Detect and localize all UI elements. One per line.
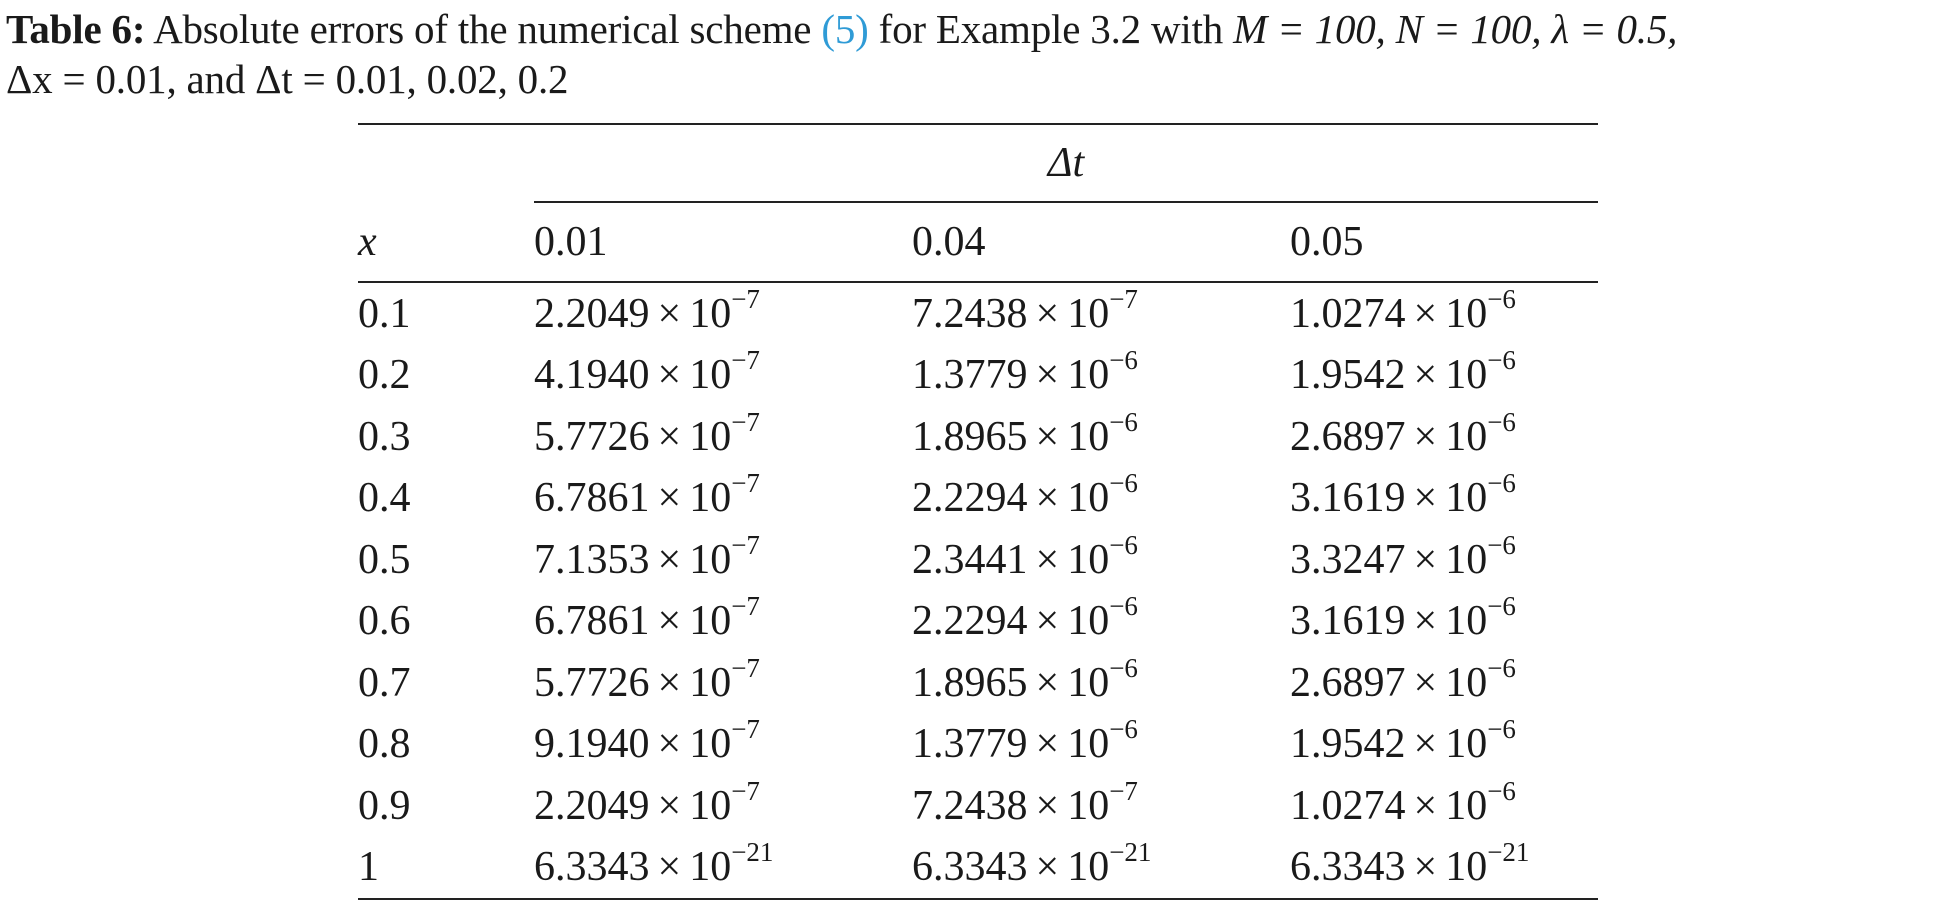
times-sign: × xyxy=(657,844,682,891)
error-value-cell xyxy=(912,591,1290,653)
times-sign: × xyxy=(1413,598,1438,645)
mantissa: 1.9542 xyxy=(1290,721,1406,768)
exponent: −21 xyxy=(1487,837,1530,868)
mantissa: 1.0274 xyxy=(1290,290,1406,337)
error-value-cell xyxy=(1290,837,1598,900)
caption-label: Table 6: xyxy=(6,6,146,52)
base-ten: 10 xyxy=(1067,352,1110,399)
exponent: −6 xyxy=(1487,714,1516,745)
error-value-cell xyxy=(1290,591,1598,653)
caption-parameters: M = 100, N = 100, λ = 0.5, xyxy=(1233,6,1678,52)
times-sign: × xyxy=(1035,721,1060,768)
base-ten: 10 xyxy=(1445,721,1488,768)
x-value-cell: 0.6 xyxy=(358,598,411,645)
exponent: −7 xyxy=(1109,775,1138,806)
exponent: −6 xyxy=(1487,591,1516,622)
exponent: −7 xyxy=(731,714,760,745)
base-ten: 10 xyxy=(1445,844,1488,891)
error-value-cell xyxy=(912,775,1290,837)
times-sign: × xyxy=(1035,844,1060,891)
exponent: −6 xyxy=(1487,775,1516,806)
exponent: −6 xyxy=(1109,468,1138,499)
x-value-cell: 0.4 xyxy=(358,475,411,522)
error-value-cell xyxy=(912,282,1290,345)
mantissa: 1.3779 xyxy=(912,352,1028,399)
mantissa: 1.0274 xyxy=(1290,782,1406,829)
times-sign: × xyxy=(1413,536,1438,583)
times-sign: × xyxy=(1035,536,1060,583)
mantissa: 4.1940 xyxy=(534,352,650,399)
table-row xyxy=(358,406,1598,468)
exponent: −6 xyxy=(1109,529,1138,560)
x-column-header: x xyxy=(358,202,534,282)
exponent: −6 xyxy=(1487,406,1516,437)
error-value-cell xyxy=(534,345,912,407)
mantissa: 6.3343 xyxy=(912,844,1028,891)
base-ten: 10 xyxy=(1445,598,1488,645)
error-value-cell xyxy=(534,282,912,345)
error-value-cell xyxy=(1290,406,1598,468)
exponent: −6 xyxy=(1487,468,1516,499)
base-ten: 10 xyxy=(1445,475,1488,522)
error-value-cell xyxy=(534,775,912,837)
table-row xyxy=(358,775,1598,837)
times-sign: × xyxy=(657,290,682,337)
error-value-cell xyxy=(912,468,1290,530)
times-sign: × xyxy=(1035,475,1060,522)
base-ten: 10 xyxy=(1445,659,1488,706)
mantissa: 2.3441 xyxy=(912,536,1028,583)
times-sign: × xyxy=(1413,844,1438,891)
exponent: −6 xyxy=(1487,345,1516,376)
table-row xyxy=(358,345,1598,407)
base-ten: 10 xyxy=(1445,782,1488,829)
table-row xyxy=(358,591,1598,653)
x-value-cell: 0.1 xyxy=(358,290,411,337)
x-value-cell: 0.3 xyxy=(358,413,411,460)
column-header-0: 0.01 xyxy=(534,202,912,282)
error-value-cell xyxy=(1290,282,1598,345)
exponent: −7 xyxy=(1109,283,1138,314)
delta-t-group-header: Δt xyxy=(534,124,1598,202)
exponent: −6 xyxy=(1109,406,1138,437)
mantissa: 2.2049 xyxy=(534,290,650,337)
mantissa: 5.7726 xyxy=(534,413,650,460)
times-sign: × xyxy=(1413,290,1438,337)
mantissa: 1.9542 xyxy=(1290,352,1406,399)
exponent: −6 xyxy=(1109,591,1138,622)
times-sign: × xyxy=(657,721,682,768)
table-row xyxy=(358,529,1598,591)
table-row xyxy=(358,652,1598,714)
mantissa: 7.2438 xyxy=(912,782,1028,829)
base-ten: 10 xyxy=(1445,536,1488,583)
base-ten: 10 xyxy=(689,598,732,645)
times-sign: × xyxy=(1035,413,1060,460)
x-value-cell: 0.5 xyxy=(358,536,411,583)
mantissa: 2.6897 xyxy=(1290,659,1406,706)
base-ten: 10 xyxy=(1067,475,1110,522)
exponent: −6 xyxy=(1109,652,1138,683)
mantissa: 6.3343 xyxy=(1290,844,1406,891)
times-sign: × xyxy=(1413,475,1438,522)
times-sign: × xyxy=(1413,413,1438,460)
base-ten: 10 xyxy=(689,659,732,706)
times-sign: × xyxy=(1413,721,1438,768)
times-sign: × xyxy=(1035,782,1060,829)
mantissa: 1.3779 xyxy=(912,721,1028,768)
table-row xyxy=(358,714,1598,776)
x-value-cell: 0.8 xyxy=(358,721,411,768)
table-row xyxy=(358,837,1598,900)
mantissa: 2.2294 xyxy=(912,475,1028,522)
base-ten: 10 xyxy=(1067,782,1110,829)
base-ten: 10 xyxy=(689,290,732,337)
column-header-1: 0.04 xyxy=(912,202,1290,282)
mantissa: 3.1619 xyxy=(1290,475,1406,522)
equation-reference-link[interactable]: (5) xyxy=(821,6,869,52)
mantissa: 1.8965 xyxy=(912,659,1028,706)
mantissa: 7.2438 xyxy=(912,290,1028,337)
mantissa: 2.6897 xyxy=(1290,413,1406,460)
x-value-cell: 0.2 xyxy=(358,352,411,399)
mantissa: 5.7726 xyxy=(534,659,650,706)
exponent: −7 xyxy=(731,652,760,683)
error-value-cell xyxy=(534,714,912,776)
mantissa: 3.3247 xyxy=(1290,536,1406,583)
error-value-cell xyxy=(1290,468,1598,530)
exponent: −6 xyxy=(1109,345,1138,376)
error-table-grid xyxy=(358,123,1598,900)
exponent: −7 xyxy=(731,468,760,499)
mantissa: 6.7861 xyxy=(534,598,650,645)
caption-line-1 xyxy=(6,4,1950,54)
mantissa: 6.3343 xyxy=(534,844,650,891)
exponent: −7 xyxy=(731,591,760,622)
base-ten: 10 xyxy=(689,352,732,399)
table-caption xyxy=(6,4,1950,104)
error-value-cell xyxy=(912,345,1290,407)
times-sign: × xyxy=(1035,659,1060,706)
column-header-2: 0.05 xyxy=(1290,202,1598,282)
exponent: −6 xyxy=(1487,652,1516,683)
error-value-cell xyxy=(534,529,912,591)
caption-text-rest: for Example 3.2 with xyxy=(878,6,1224,52)
exponent: −21 xyxy=(731,837,774,868)
exponent: −7 xyxy=(731,345,760,376)
exponent: −21 xyxy=(1109,837,1152,868)
base-ten: 10 xyxy=(689,844,732,891)
base-ten: 10 xyxy=(689,536,732,583)
exponent: −6 xyxy=(1487,529,1516,560)
error-table xyxy=(358,123,1598,900)
mantissa: 3.1619 xyxy=(1290,598,1406,645)
base-ten: 10 xyxy=(689,475,732,522)
x-value-cell: 0.9 xyxy=(358,782,411,829)
mantissa: 2.2294 xyxy=(912,598,1028,645)
error-value-cell xyxy=(534,406,912,468)
base-ten: 10 xyxy=(1445,413,1488,460)
x-value-cell: 0.7 xyxy=(358,659,411,706)
mantissa: 1.8965 xyxy=(912,413,1028,460)
base-ten: 10 xyxy=(1067,290,1110,337)
error-value-cell xyxy=(534,591,912,653)
base-ten: 10 xyxy=(1067,844,1110,891)
exponent: −7 xyxy=(731,775,760,806)
times-sign: × xyxy=(657,475,682,522)
exponent: −7 xyxy=(731,406,760,437)
mantissa: 7.1353 xyxy=(534,536,650,583)
times-sign: × xyxy=(1413,352,1438,399)
error-value-cell xyxy=(912,652,1290,714)
table-row xyxy=(358,282,1598,345)
base-ten: 10 xyxy=(1445,352,1488,399)
exponent: −7 xyxy=(731,529,760,560)
x-value-cell: 1 xyxy=(358,837,534,900)
mantissa: 2.2049 xyxy=(534,782,650,829)
exponent: −6 xyxy=(1487,283,1516,314)
mantissa: 9.1940 xyxy=(534,721,650,768)
base-ten: 10 xyxy=(689,721,732,768)
error-value-cell xyxy=(912,837,1290,900)
times-sign: × xyxy=(657,536,682,583)
error-value-cell xyxy=(534,468,912,530)
caption-text: Absolute errors of the numerical scheme xyxy=(153,6,812,52)
error-value-cell xyxy=(1290,714,1598,776)
times-sign: × xyxy=(657,782,682,829)
times-sign: × xyxy=(1035,290,1060,337)
base-ten: 10 xyxy=(1067,721,1110,768)
error-value-cell xyxy=(1290,775,1598,837)
mantissa: 6.7861 xyxy=(534,475,650,522)
column-header-row xyxy=(358,202,1598,282)
base-ten: 10 xyxy=(1067,598,1110,645)
times-sign: × xyxy=(657,659,682,706)
group-header-row xyxy=(358,124,1598,202)
base-ten: 10 xyxy=(689,782,732,829)
base-ten: 10 xyxy=(1445,290,1488,337)
error-value-cell xyxy=(1290,345,1598,407)
exponent: −6 xyxy=(1109,714,1138,745)
error-value-cell xyxy=(1290,652,1598,714)
times-sign: × xyxy=(657,598,682,645)
base-ten: 10 xyxy=(1067,413,1110,460)
base-ten: 10 xyxy=(1067,536,1110,583)
base-ten: 10 xyxy=(1067,659,1110,706)
error-value-cell xyxy=(534,652,912,714)
times-sign: × xyxy=(657,352,682,399)
times-sign: × xyxy=(1035,352,1060,399)
caption-line-2: Δx = 0.01, and Δt = 0.01, 0.02, 0.2 xyxy=(6,56,569,102)
times-sign: × xyxy=(1035,598,1060,645)
exponent: −7 xyxy=(731,283,760,314)
times-sign: × xyxy=(1413,659,1438,706)
table-row xyxy=(358,468,1598,530)
base-ten: 10 xyxy=(689,413,732,460)
times-sign: × xyxy=(1413,782,1438,829)
error-value-cell xyxy=(534,837,912,900)
error-value-cell xyxy=(912,529,1290,591)
times-sign: × xyxy=(657,413,682,460)
error-value-cell xyxy=(912,406,1290,468)
error-value-cell xyxy=(1290,529,1598,591)
error-value-cell xyxy=(912,714,1290,776)
